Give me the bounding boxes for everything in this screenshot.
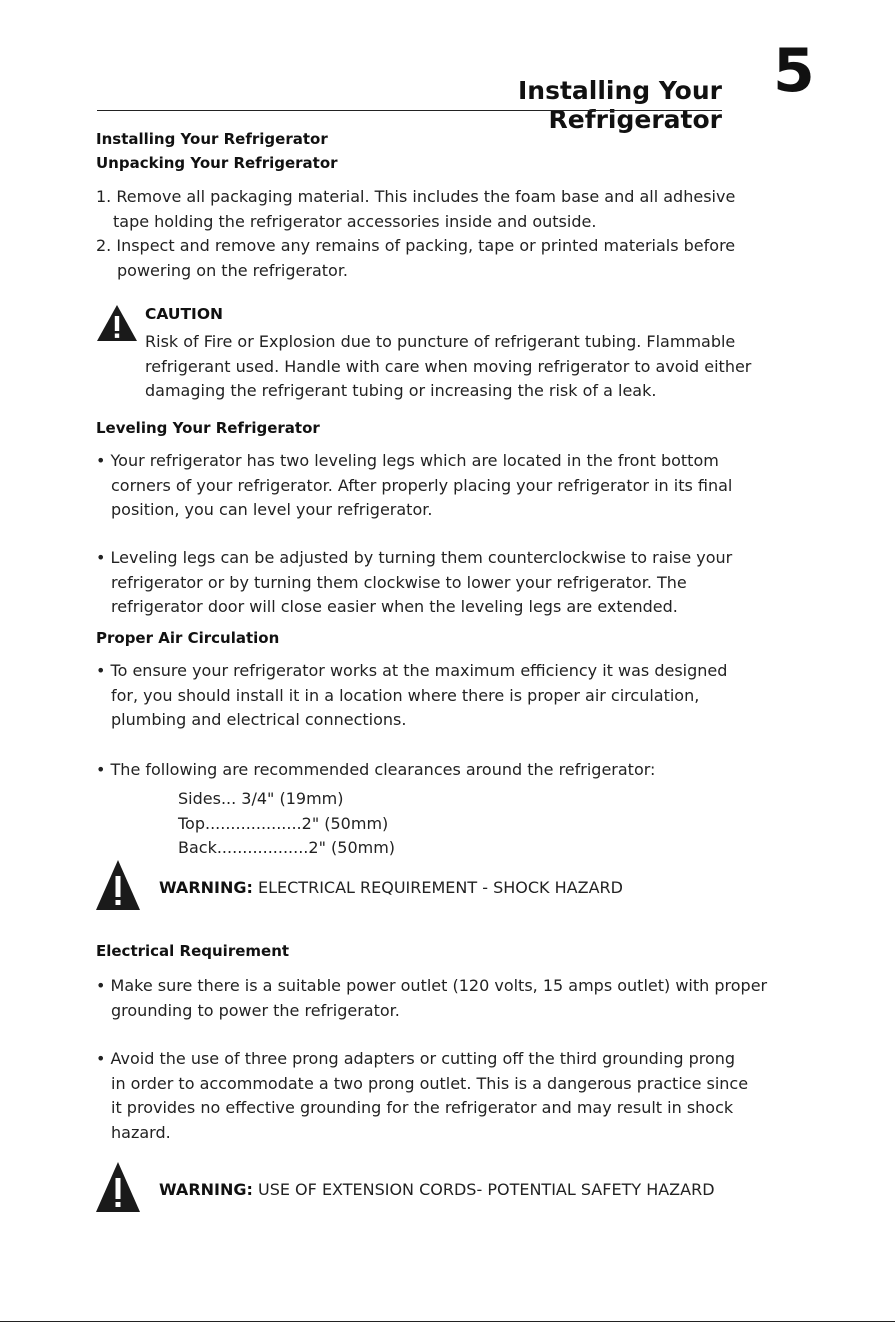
bottom-divider	[0, 1321, 895, 1322]
clearance-top: Top...................2" (50mm)	[178, 813, 389, 833]
section-heading-installing: Installing Your Refrigerator	[96, 130, 328, 148]
air-bullet-2	[96, 758, 655, 783]
electrical-bullet-1	[96, 974, 767, 1023]
text-line: 2. Inspect and remove any remains of packing, tape or printed materials before	[96, 236, 736, 255]
text-line: grounding to power the refrigerator.	[111, 1000, 400, 1020]
text-line: refrigerator or by turning them clockwise to lower your refrigerator. The	[111, 572, 687, 592]
warning-extension-cords	[159, 1180, 715, 1199]
page-number: 5	[773, 36, 815, 106]
caution-title: CAUTION	[145, 305, 223, 323]
section-heading-electrical: Electrical Requirement	[96, 942, 290, 960]
text-line: refrigerant used. Handle with care when moving refrigerator to avoid either	[145, 356, 752, 376]
electrical-bullet-2	[96, 1047, 748, 1145]
leveling-bullet-2	[96, 546, 732, 620]
section-heading-leveling: Leveling Your Refrigerator	[96, 419, 320, 437]
warning-text: USE OF EXTENSION CORDS- POTENTIAL SAFETY HAZARD	[252, 1180, 715, 1199]
text-line: corners of your refrigerator. After properly placing your refrigerator in its final	[111, 475, 733, 495]
text-line: powering on the refrigerator.	[117, 260, 349, 280]
section-heading-unpacking: Unpacking Your Refrigerator	[96, 154, 338, 172]
text-line: damaging the refrigerant tubing or increasing the risk of a leak.	[145, 381, 657, 400]
text-line: it provides no effective grounding for the refrigerator and may result in shock	[111, 1098, 734, 1117]
caution-text	[145, 330, 751, 404]
text-line: for, you should install it in a location where there is proper air circulation,	[111, 685, 700, 705]
text-line: position, you can level your refrigerator.	[111, 500, 433, 519]
text-line: • Leveling legs can be adjusted by turning them counterclockwise to raise your	[96, 548, 733, 567]
text-line: • Avoid the use of three prong adapters or cutting off the third grounding prong	[96, 1049, 736, 1068]
header-divider	[97, 110, 722, 111]
text-line: • The following are recommended clearances around the refrigerator:	[96, 760, 656, 779]
text-line: plumbing and electrical connections.	[111, 710, 407, 729]
text-line: refrigerator door will close easier when the leveling legs are extended.	[111, 597, 678, 616]
caution-warning-icon	[96, 304, 138, 342]
air-bullet-1	[96, 659, 727, 733]
warning-label: WARNING:	[159, 878, 253, 897]
text-line: • To ensure your refrigerator works at the maximum efficiency it was designed	[96, 661, 728, 680]
text-line: tape holding the refrigerator accessories inside and outside.	[113, 211, 597, 231]
text-line: Risk of Fire or Explosion due to puncture of refrigerant tubing. Flammable	[145, 332, 736, 351]
warning-text: ELECTRICAL REQUIREMENT - SHOCK HAZARD	[252, 878, 623, 897]
text-line: • Your refrigerator has two leveling legs which are located in the front bottom	[96, 451, 719, 470]
clearance-list	[178, 787, 395, 861]
warning-icon	[95, 1161, 141, 1213]
section-heading-air-circulation: Proper Air Circulation	[96, 629, 280, 647]
warning-label: WARNING:	[159, 1180, 253, 1199]
text-line: 1. Remove all packaging material. This includes the foam base and all adhesive	[96, 187, 736, 206]
text-line: • Make sure there is a suitable power outlet (120 volts, 15 amps outlet) with proper	[96, 976, 768, 995]
unpacking-step-2	[96, 234, 735, 283]
leveling-bullet-1	[96, 449, 732, 523]
warning-icon	[95, 859, 141, 911]
unpacking-step-1	[96, 185, 735, 234]
text-line: in order to accommodate a two prong outlet. This is a dangerous practice since	[111, 1073, 749, 1093]
warning-electrical	[159, 878, 623, 897]
text-line: hazard.	[111, 1122, 171, 1142]
clearance-sides: Sides... 3/4" (19mm)	[178, 789, 344, 808]
page-title: Installing Your Refrigerator	[517, 76, 722, 134]
clearance-back: Back..................2" (50mm)	[178, 838, 396, 857]
